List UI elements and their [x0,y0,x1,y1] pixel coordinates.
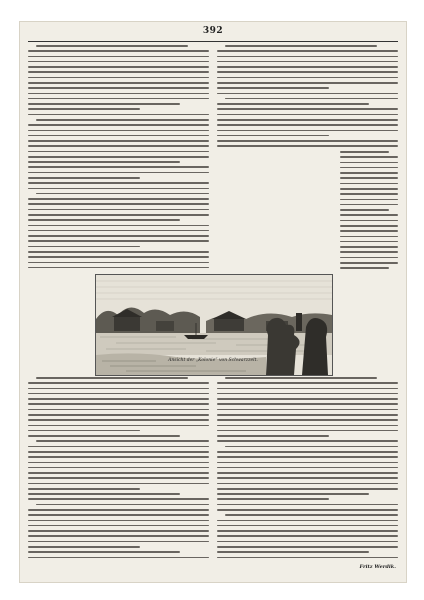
text-line [217,135,329,137]
text-line [217,87,329,89]
page-header [20,26,406,38]
text-column-left-bottom [28,377,209,565]
header-rule [28,41,398,42]
text-line [28,477,209,479]
text-line [28,551,180,553]
text-line [340,151,389,153]
text-line [217,93,398,95]
text-line [217,71,398,73]
text-line [36,377,188,379]
text-line [340,156,398,158]
text-line [340,188,398,190]
text-line [217,140,398,142]
text-line [340,167,398,169]
author-signature: Fritz Werdik. [359,564,396,570]
text-column-right-narrow [340,151,398,275]
text-line [225,377,377,379]
text-line [28,172,209,174]
text-line [28,493,180,495]
text-line [36,45,188,47]
text-column-right [217,45,398,151]
text-line [28,435,180,437]
text-line [28,546,140,548]
text-line [340,251,398,253]
text-line [28,256,209,258]
text-column-left [28,45,209,273]
text-line [28,409,209,411]
text-line [217,483,398,485]
text-line [217,509,398,511]
text-line [28,267,209,269]
text-line [36,193,209,195]
text-line [217,124,398,126]
text-line [28,124,209,126]
text-column-right-bottom [217,377,398,565]
text-line [340,230,398,232]
text-line [340,209,389,211]
text-line [28,467,209,469]
text-line [217,541,398,543]
text-line [28,56,209,58]
text-line [28,135,209,137]
text-line [28,541,209,543]
text-line [217,409,398,411]
text-line [28,483,209,485]
text-line [28,451,209,453]
text-line [217,504,398,506]
text-line [28,98,209,100]
text-line [217,393,398,395]
text-line [340,214,398,216]
text-line [28,535,209,537]
text-line [217,108,398,110]
text-line [217,472,398,474]
text-line [28,472,209,474]
text-line [217,419,398,421]
text-line [28,108,140,110]
text-line [217,440,398,442]
text-line [217,435,329,437]
text-line [217,493,369,495]
text-line [217,398,398,400]
text-line [28,151,209,153]
text-line [28,198,209,200]
text-line [217,477,398,479]
text-line [217,414,398,416]
text-line [217,50,398,52]
figure-caption: Ansicht der „Kolonie“ von Schwarzzelt. [168,358,258,363]
text-line [217,557,398,559]
text-line [217,130,398,132]
text-line [217,456,398,458]
text-line [28,230,209,232]
text-line [28,530,209,532]
text-line [28,177,140,179]
text-line [28,403,209,405]
text-line [340,177,398,179]
text-line [28,430,140,432]
text-line [36,119,209,121]
text-line [28,498,209,500]
text-line [28,398,209,400]
text-line [28,425,209,427]
text-line [28,130,209,132]
text-line [217,530,398,532]
text-line [217,77,398,79]
text-line [217,430,398,432]
text-line [28,114,209,116]
text-line [28,140,209,142]
text-line [28,525,209,527]
text-line [217,498,329,500]
text-line [225,45,377,47]
text-line [36,504,209,506]
text-line [28,156,209,158]
text-line [217,425,398,427]
text-line [217,525,398,527]
text-line [217,451,398,453]
text-line [28,557,209,559]
text-line [28,203,209,205]
text-line [36,440,209,442]
text-line [217,119,398,121]
text-line [225,514,398,516]
text-line [28,388,209,390]
text-line [217,520,398,522]
text-line [28,50,209,52]
text-line [28,145,209,147]
text-line [28,82,209,84]
text-line [217,382,398,384]
text-line [340,193,398,195]
text-line [28,188,209,190]
text-line [217,103,369,105]
text-line [217,61,398,63]
text-line [28,488,140,490]
text-line [217,403,398,405]
text-line [340,262,398,264]
text-line [28,514,209,516]
text-line [28,240,209,242]
text-line [28,209,209,211]
text-line [217,82,398,84]
newspaper-page [20,22,406,582]
text-line [340,241,398,243]
text-line [340,162,398,164]
text-line [217,388,398,390]
text-line [28,77,209,79]
text-line [28,419,209,421]
text-line [340,257,398,259]
text-line [28,225,209,227]
text-line [28,262,209,264]
text-line [217,56,398,58]
text-line [28,446,209,448]
text-line [340,225,398,227]
text-line [28,246,140,248]
text-line [340,236,398,238]
text-line [340,220,398,222]
text-line [225,446,398,448]
text-line [340,183,398,185]
text-line [28,235,209,237]
text-line [28,219,180,221]
text-line [28,103,180,105]
text-line [28,93,209,95]
text-line [28,393,209,395]
text-line [28,166,209,168]
text-line [340,199,398,201]
text-line [28,509,209,511]
page-number: 392 [202,26,224,36]
text-line [217,467,398,469]
text-line [217,66,398,68]
text-line [28,382,209,384]
text-line [28,414,209,416]
text-line [217,488,398,490]
text-line [340,267,389,269]
text-line [217,551,369,553]
text-line [340,246,398,248]
text-line [217,462,398,464]
text-line [28,182,209,184]
text-line [28,66,209,68]
text-line [340,204,398,206]
text-line [225,98,398,100]
text-line [28,87,209,89]
text-line [217,145,398,147]
text-line [28,251,209,253]
text-line [28,161,180,163]
text-line [28,456,209,458]
text-line [340,172,398,174]
text-line [28,462,209,464]
text-line [217,546,398,548]
text-line [28,71,209,73]
text-line [217,114,398,116]
text-line [28,61,209,63]
text-line [28,520,209,522]
text-line [28,214,209,216]
text-line [217,535,398,537]
